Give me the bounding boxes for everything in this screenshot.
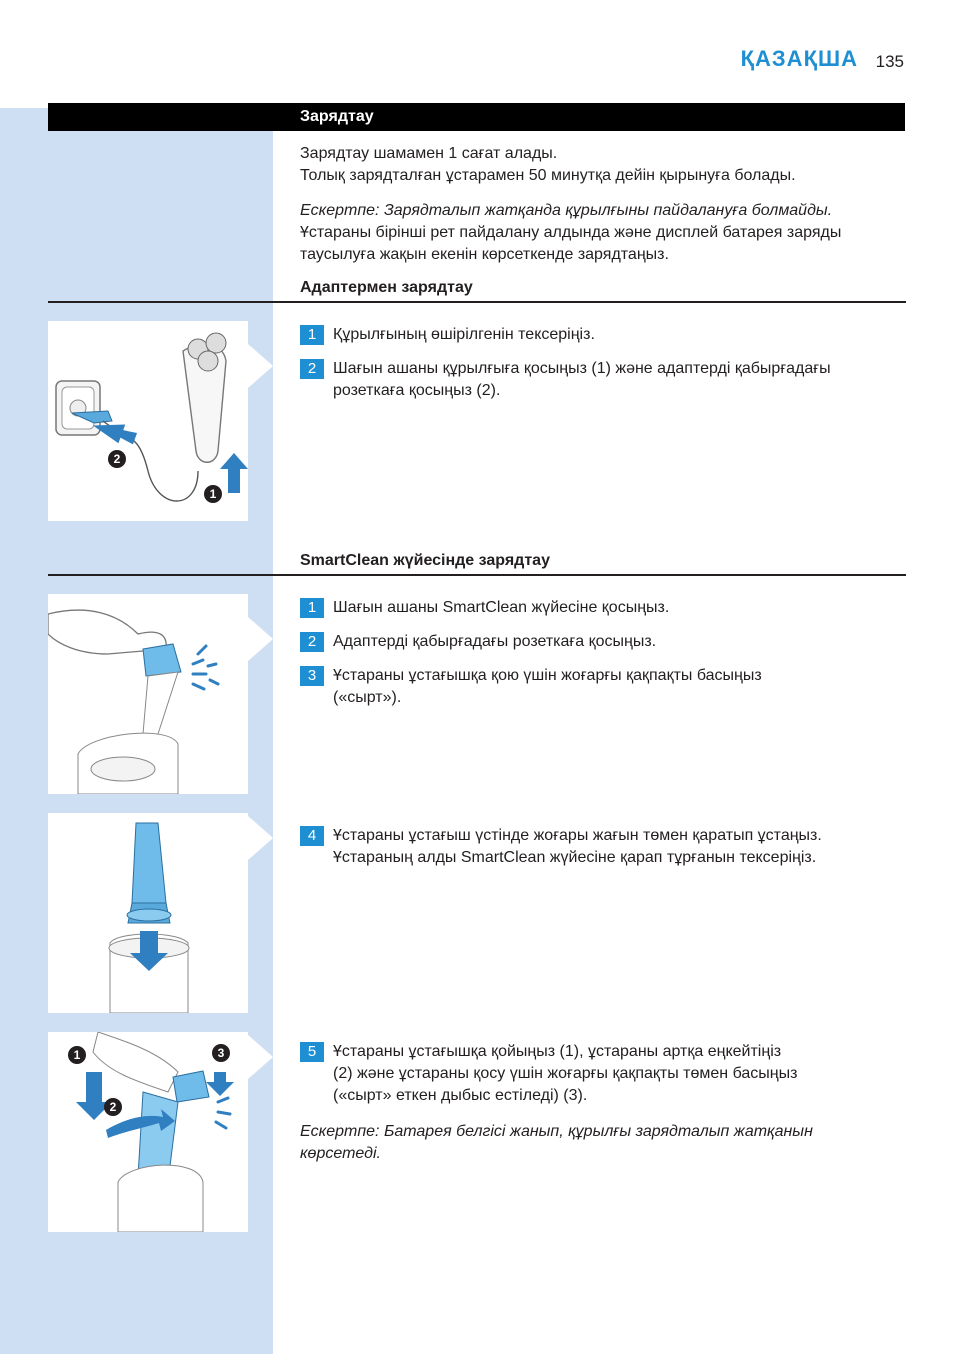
note-paragraph: [300, 200, 906, 266]
step-text-line-1: Ұстараны ұстағышқа қою үшін жоғарғы қақпақты басыңыз: [333, 667, 762, 684]
adapter-subheading: Адаптермен зарядтау: [300, 279, 473, 296]
smartclean-subheading: SmartClean жүйесінде зарядтау: [300, 552, 550, 569]
step-number: 2: [300, 632, 324, 652]
smartclean-step-2: [300, 631, 906, 653]
callout-1: 1: [68, 1046, 86, 1064]
intro-line-1: Зарядтау шамамен 1 сағат алады.: [300, 145, 558, 162]
step-text-line-2: Ұстараның алды SmartClean жүйесіне қарап тұрғанын тексеріңіз.: [333, 849, 817, 866]
callout-3: 3: [212, 1044, 230, 1062]
smartclean-step-5: [300, 1041, 906, 1107]
final-note-line-1: [300, 1121, 906, 1143]
step-text-line-2: розеткаға қосыңыз (2).: [333, 382, 501, 399]
page-number: 135: [875, 52, 904, 71]
figure-place-shaver: [48, 1032, 248, 1232]
divider: [48, 301, 906, 303]
section-title: Зарядтау: [300, 108, 374, 125]
step-number: 2: [300, 359, 324, 379]
final-note-line-2: көрсетеді.: [300, 1145, 381, 1162]
language-header: ҚАЗАҚША: [740, 46, 858, 71]
step-text: Шағын ашаны SmartClean жүйесіне қосыңыз.: [333, 599, 670, 616]
figure-pointer: [248, 344, 273, 388]
final-note-text: Батарея белгісі жанып, құрылғы зарядталып жатқанын: [379, 1123, 813, 1140]
divider: [48, 574, 906, 576]
callout-1: 1: [204, 485, 222, 503]
step-text: Адаптерді қабырғадағы розеткаға қосыңыз.: [333, 633, 657, 650]
intro-line-2: Толық зарядталған ұстарамен 50 минутқа дейін қырынуға болады.: [300, 167, 796, 184]
advice-line-2: таусылуға жақын екенін көрсеткенде зарядтаңыз.: [300, 246, 669, 263]
step-number: 3: [300, 666, 324, 686]
step-number: 1: [300, 598, 324, 618]
adapter-step-2: [300, 358, 906, 402]
step-number: 4: [300, 826, 324, 846]
intro-paragraph: [300, 143, 906, 187]
step-text-line-3: («сырт» еткен дыбыс естіледі) (3).: [333, 1087, 588, 1104]
step-text: Құрылғының өшірілгенін тексеріңіз.: [333, 326, 595, 343]
step-number: 5: [300, 1042, 324, 1062]
step-number: 1: [300, 325, 324, 345]
step-text-line-2: («сырт»).: [333, 689, 402, 706]
hold-shaver-illustration: [48, 813, 248, 1013]
step-text-line-2: (2) және ұстараны қосу үшін жоғарғы қақпақты төмен басыңыз: [333, 1065, 798, 1082]
adapter-step-1: [300, 324, 906, 346]
step-text-line-1: Шағын ашаны құрылғыға қосыңыз (1) және адаптерді қабырғадағы: [333, 360, 831, 377]
figure-pointer: [248, 1035, 273, 1079]
final-note-label: Ескертпе:: [300, 1123, 380, 1140]
figure-press-lid: [48, 594, 248, 794]
callout-2: 2: [104, 1098, 122, 1116]
smartclean-step-4: [300, 825, 906, 869]
step-text-line-1: Ұстараны ұстағыш үстінде жоғары жағын төмен қаратып ұстаңыз.: [333, 827, 822, 844]
note-line: [300, 200, 906, 222]
press-lid-illustration: [48, 594, 248, 794]
advice-line-1: Ұстараны бірінші рет пайдалану алдында және дисплей батарея заряды: [300, 224, 842, 241]
note-text: Зарядталып жатқанда құрылғыны пайдалануға болмайды.: [379, 202, 833, 219]
step-text-line-1: Ұстараны ұстағышқа қойыңыз (1), ұстараны артқа еңкейтіңіз: [333, 1043, 782, 1060]
figure-hold-shaver: [48, 813, 248, 1013]
figure-pointer: [248, 617, 273, 661]
final-note: [300, 1121, 906, 1165]
figure-adapter-charging: [48, 321, 248, 521]
callout-2: 2: [108, 450, 126, 468]
figure-pointer: [248, 816, 273, 860]
smartclean-step-3: [300, 665, 906, 709]
note-label: Ескертпе:: [300, 202, 380, 219]
section-title-bar: [48, 103, 905, 131]
smartclean-step-1: [300, 597, 906, 619]
